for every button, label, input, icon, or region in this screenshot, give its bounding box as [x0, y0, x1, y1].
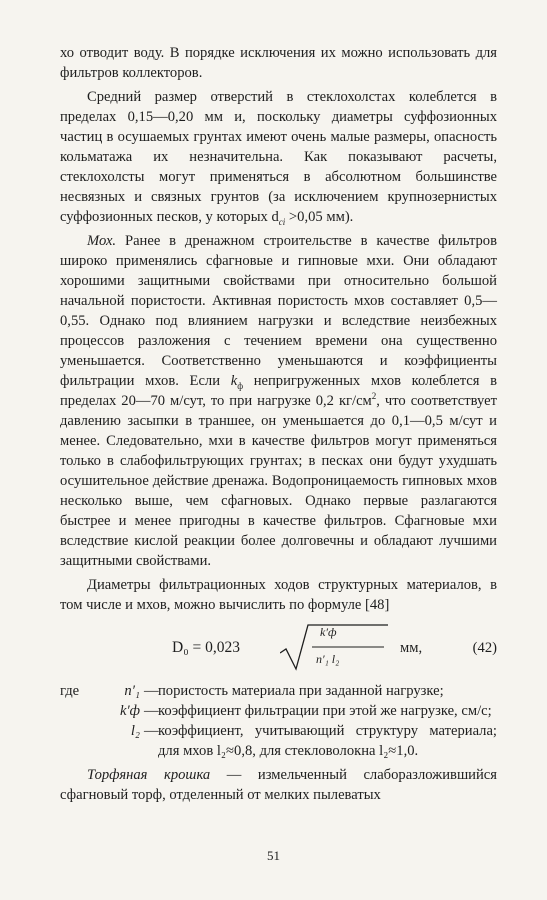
formula-denominator: n′₁ l₂: [316, 652, 340, 666]
formula-units: мм,: [400, 640, 423, 656]
definition-item: k′ф — коэффициент фильтрации при этой же нагрузке, см/с;: [119, 703, 492, 719]
paragraph-moss: Мох. Ранее в дренажном строительстве в качестве фильтров широко применялись сфагновые и гипновые мхи. Они обладают хорошими защитными свойствами при относительно большой начальной пористости. Активная пористость мхов составляет 0,5—0,55. Однако под влиянием нагрузки и вследствие неизбежных процессов разложения с течением времени она существенно уменьшается. Соответственно уменьшаются и коэффициенты фильтрации мхов. Если $k_ф$ непригруженных мхов колеблется в пределах 20—70 м/сут, то при нагрузке 0,2 $кг/см^2$, что соответствует давлению засыпки в траншее, он уменьшается до 0,1—0,5 м/сут и менее. Следовательно, мхи в качестве фильтров могут применяться только в слабофильтрующих грунтах; в песках они будут ухудшать осушительное действие дренажа. Водопроницаемость гипновых мхов несколько выше, чем сфагновых. Однако первые разлагаются быстрее и менее пригодны в качестве фильтров. Сфагновые мхи вследствие кислой реакции более долговечны и обладают лучшими защитными свойствами.: [60, 233, 498, 569]
paragraph-2: Средний размер отверстий в стеклохолстах колеблется в пределах 0,15—0,20 мм и, поскольку диаметры суффозионных частиц в осушаемых грунтах имеют очень малые размеры, опасность кольматажа их незначительна. Как показывают расчеты, стеклохолсты могут применяться в абсолютном большинстве несвязных и связных грунтов (за исключением крупнозернистых суффозионных песков, у которых $d_{ci} >0,05$ мм).: [60, 89, 497, 227]
equation-number: (42): [472, 640, 497, 656]
page-text: [60, 43, 497, 805]
definitions-list: [60, 681, 497, 761]
definition-item: l₂ — коэффициент, учитывающий структуру материала; для мхов l₂≈0,8, для стекловолокна l₂≈1,0.: [130, 723, 497, 759]
term-moss: Мох.: [87, 233, 117, 249]
page-number: 51: [267, 848, 280, 863]
formula-lhs: D₀ = 0,023: [172, 639, 240, 656]
formula-numerator: k′ф: [320, 625, 337, 639]
definition-item: где n′₁ — пористость материала при заданной нагрузке;: [60, 683, 444, 699]
term-peat: Торфяная крошка: [87, 767, 211, 783]
formula-42: [60, 621, 497, 677]
paragraph-peat: Торфяная крошка — измельченный слаборазложившийся сфагновый торф, отделенный от мелких пылеватых: [60, 767, 497, 803]
paragraph-4: Диаметры фильтрационных ходов структурных материалов, в том числе и мхов, можно вычислить по формуле [48]: [60, 577, 497, 613]
paragraph-1: хо отводит воду. В порядке исключения их можно использовать для фильтров коллекторов.: [60, 45, 497, 81]
